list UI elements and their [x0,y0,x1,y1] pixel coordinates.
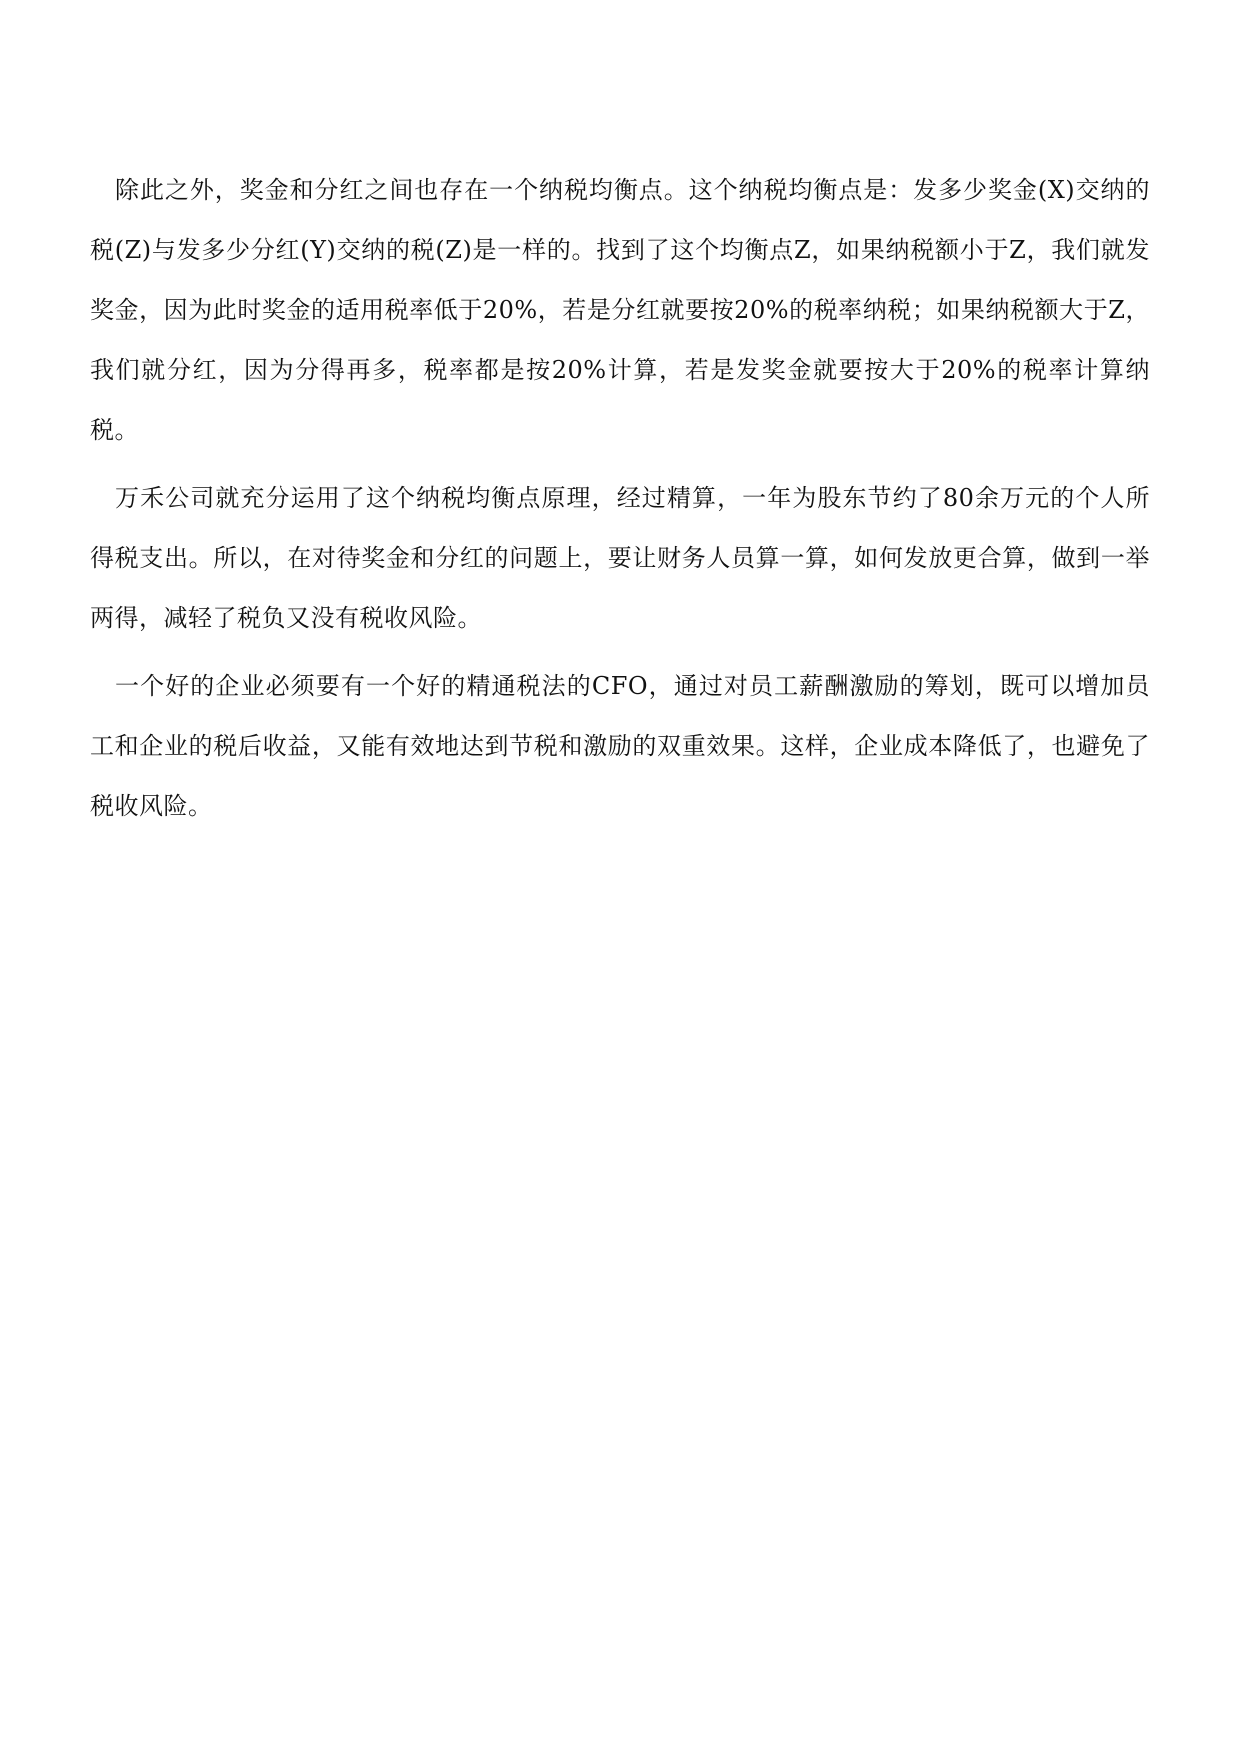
paragraph-cfo-conclusion: 一个好的企业必须要有一个好的精通税法的CFO，通过对员工薪酬激励的筹划，既可以增加员工和企业的税后收益，又能有效地达到节税和激励的双重效果。这样，企业成本降低了，也避免了税收风险。 [90,672,1150,820]
paragraph-tax-equilibrium: 除此之外，奖金和分红之间也存在一个纳税均衡点。这个纳税均衡点是：发多少奖金(X)交纳的税(Z)与发多少分红(Y)交纳的税(Z)是一样的。找到了这个均衡点Z，如果纳税额小于Z，我们就发奖金，因为此时奖金的适用税率低于20%，若是分红就要按20%的税率纳税；如果纳税额大于Z，我们就分红，因为分得再多，税率都是按20%计算，若是发奖金就要按大于20%的税率计算纳税。 [90,176,1150,444]
paragraph-wanhe-case: 万禾公司就充分运用了这个纳税均衡点原理，经过精算，一年为股东节约了80余万元的个人所得税支出。所以，在对待奖金和分红的问题上，要让财务人员算一算，如何发放更合算，做到一举两得，减轻了税负又没有税收风险。 [90,484,1150,632]
document-body [90,160,1150,836]
